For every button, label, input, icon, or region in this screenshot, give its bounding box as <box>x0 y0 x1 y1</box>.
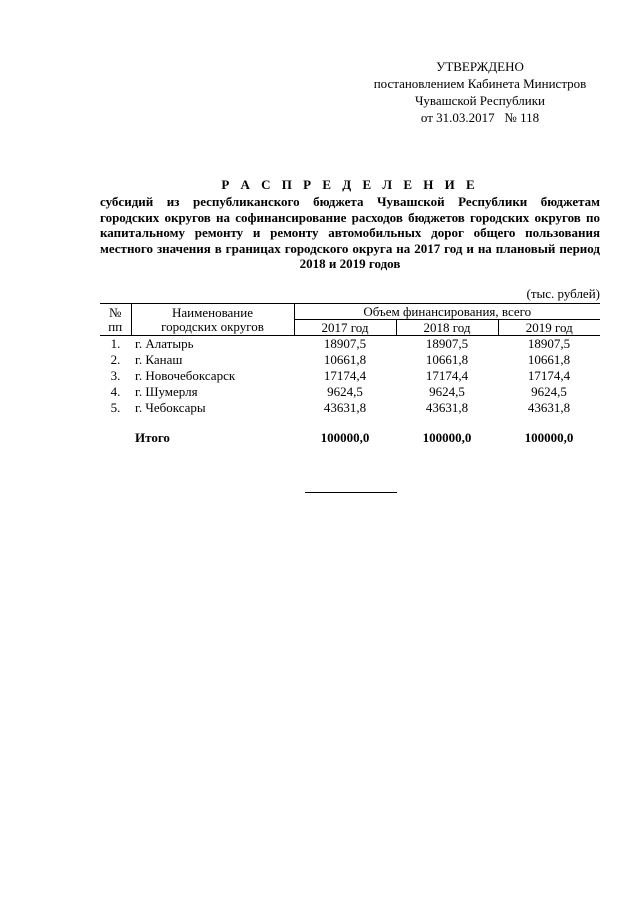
row-value-2018: 10661,8 <box>425 352 469 367</box>
header-year-2019: 2019 год <box>498 320 600 336</box>
row-value-2017: 18907,5 <box>323 336 367 351</box>
document-title: Р А С П Р Е Д Е Л Е Н И Е <box>221 177 479 192</box>
header-year-2017: 2017 год <box>294 320 396 336</box>
row-num: 2. <box>110 352 121 367</box>
row-value-2017: 43631,8 <box>323 400 367 415</box>
row-value-2019: 9624,5 <box>531 384 567 399</box>
distribution-table <box>100 303 600 446</box>
header-name-top: Наименование <box>172 304 253 320</box>
approval-line-republic: Чувашской Республики <box>414 93 546 108</box>
row-name: г. Шумерля <box>135 384 198 399</box>
row-name: г. Новочебоксарск <box>135 368 236 383</box>
table-row <box>100 352 600 368</box>
header-name <box>131 304 294 336</box>
approval-line-date-number: от 31.03.2017 № 118 <box>420 110 540 125</box>
header-volume: Объем финансирования, всего <box>294 304 600 320</box>
row-name: г. Канаш <box>135 352 183 367</box>
row-num: 1. <box>110 336 121 351</box>
row-value-2017: 17174,4 <box>323 368 367 383</box>
approval-stamp <box>340 58 620 126</box>
total-row <box>100 416 600 446</box>
row-value-2018: 18907,5 <box>425 336 469 351</box>
total-label: Итого <box>135 430 170 445</box>
row-value-2018: 17174,4 <box>425 368 469 383</box>
approval-line-decree: постановлением Кабинета Министров <box>373 76 587 91</box>
row-value-2019: 43631,8 <box>527 400 571 415</box>
row-num: 3. <box>110 368 121 383</box>
row-name: г. Чебоксары <box>135 400 206 415</box>
total-value-2019: 100000,0 <box>524 430 574 445</box>
row-num: 4. <box>110 384 121 399</box>
row-value-2019: 18907,5 <box>527 336 571 351</box>
total-value-2018: 100000,0 <box>422 430 472 445</box>
header-year-2018: 2018 год <box>396 320 498 336</box>
table-row <box>100 368 600 384</box>
row-name: г. Алатырь <box>135 336 194 351</box>
closing-divider <box>305 492 397 493</box>
header-name-bottom: городских округов <box>161 318 264 334</box>
row-value-2018: 43631,8 <box>425 400 469 415</box>
table-row <box>100 400 600 416</box>
approval-line-approved: УТВЕРЖДЕНО <box>436 59 524 74</box>
header-num <box>100 304 131 336</box>
row-value-2017: 9624,5 <box>327 384 363 399</box>
table-row <box>100 336 600 353</box>
row-value-2017: 10661,8 <box>323 352 367 367</box>
row-value-2018: 9624,5 <box>429 384 465 399</box>
units-label: (тыс. рублей) <box>526 286 600 301</box>
row-value-2019: 17174,4 <box>527 368 571 383</box>
total-value-2017: 100000,0 <box>320 430 370 445</box>
document-subtitle: субсидий из республиканского бюджета Чувашской Республики бюджетам городских округов на софинансирование расходов бюджетов городских округов по капитальному ремонту и ремонту автомобильных дорог общего пользования местного значения в границах городского округа на 2017 год и на плановый период 2018 и 2019 годов <box>100 194 600 271</box>
table-row <box>100 384 600 400</box>
header-num-bottom: пп <box>108 318 123 334</box>
header-num-top: № <box>109 304 122 320</box>
row-num: 5. <box>110 400 121 415</box>
total-num <box>100 416 131 446</box>
row-value-2019: 10661,8 <box>527 352 571 367</box>
